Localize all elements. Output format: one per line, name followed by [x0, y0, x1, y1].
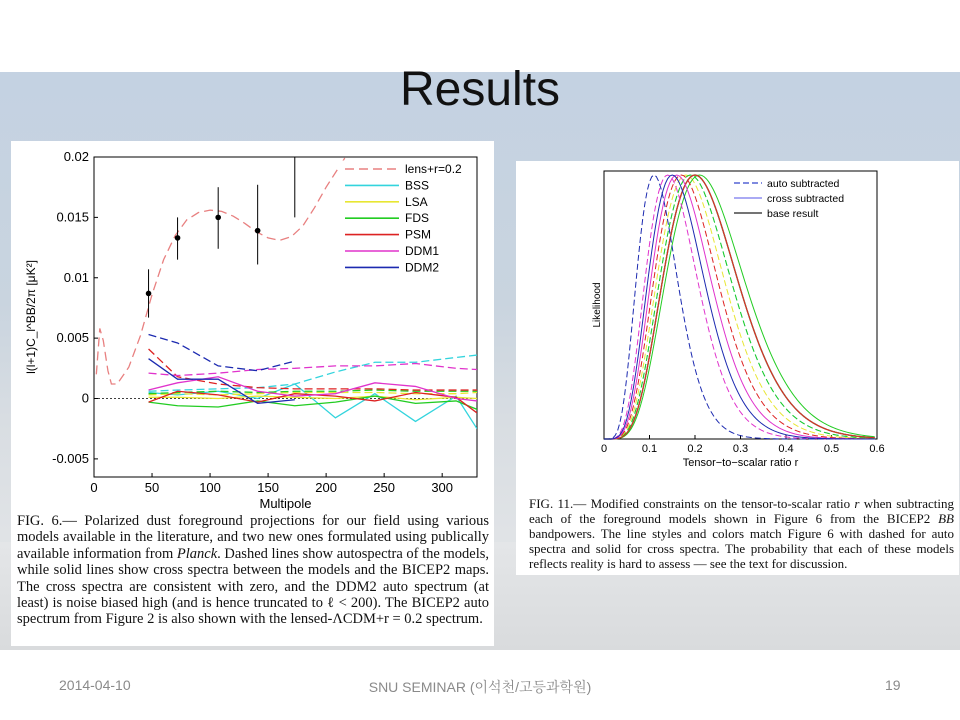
x-tick-label: 0.2 [687, 443, 703, 455]
y-tick-label: 0.015 [56, 209, 89, 225]
x-axis-label: Tensor−to−scalar ratio r [682, 457, 799, 469]
x-tick-label: 300 [431, 480, 454, 495]
legend-label: PSM [405, 227, 432, 242]
caption-text: when subtracting each of the foreground models shown in Figure 6 from the BICEP2 [529, 496, 954, 526]
x-tick-label: 150 [257, 480, 279, 495]
y-axis-label: l(l+1)C_l^BB/2π [μK²] [24, 260, 38, 374]
caption-text: bandpowers. The line styles and colors match Figure 6 with dashed for auto spectra and solid for cross spectra. The probability that each of these models reflects reality is hard to assess — see the text for discussion. [529, 526, 954, 571]
legend-label: cross subtracted [767, 193, 845, 205]
legend-label: auto subtracted [767, 178, 840, 190]
likelihood-chart [516, 161, 959, 476]
caption-text: Planck [176, 545, 218, 562]
x-tick-label: 0.4 [778, 443, 794, 455]
y-axis-label: Likelihood [592, 282, 603, 328]
figure-11-caption [529, 496, 954, 571]
x-tick-label: 0 [600, 443, 608, 455]
x-tick-label: 0.3 [732, 443, 749, 455]
left-figure-panel [11, 141, 494, 646]
x-tick-label: 50 [144, 480, 160, 495]
caption-figure-label: FIG. 6.— [17, 513, 85, 529]
x-tick-label: 0.5 [823, 443, 840, 455]
legend-label: BSS [405, 178, 430, 193]
x-tick-label: 0.6 [869, 443, 885, 455]
bandpower-point [292, 141, 298, 142]
legend-label: base result [767, 208, 819, 220]
dust-foreground-chart [11, 141, 494, 511]
y-tick-label: 0.005 [56, 330, 89, 346]
bandpower-point [175, 235, 181, 241]
right-figure-panel [516, 161, 959, 575]
x-axis-label: Multipole [259, 496, 312, 511]
caption-text: . Dashed lines show autospectra of the models, while solid lines show cross spectra between the models and the BICEP2 maps. The cross spectra are consistent with zero, and the DDM2 auto spectrum (at least) is noise biased high (and is hence truncated to ℓ < 200). The BICEP2 auto spectrum from Figure 2 is also shown with the lensed-ΛCDM+r = 0.2 spectrum. [17, 545, 489, 628]
legend-label: DDM2 [405, 260, 440, 275]
legend-label: LSA [405, 194, 428, 209]
bandpower-point [146, 291, 152, 297]
slide-title: Results [399, 63, 561, 116]
caption-text: BB [938, 511, 954, 526]
caption-text: r [854, 496, 860, 511]
y-tick-label: 0 [81, 390, 89, 406]
footer-date: 2014-04-10 [59, 677, 131, 693]
caption-text: Polarized dust foreground projections for our field using various models available in the literature, and two new ones formulated using publically available information from [17, 513, 489, 562]
y-tick-label: -0.005 [52, 450, 89, 466]
footer-seminar: SNU SEMINAR (이석천/고등과학원) [368, 679, 592, 695]
page-number: 19 [885, 677, 901, 693]
bandpower-point [255, 228, 261, 234]
x-tick-label: 0 [90, 480, 98, 495]
legend-label: FDS [405, 211, 429, 226]
x-tick-label: 200 [315, 480, 337, 495]
legend-label: DDM1 [405, 244, 440, 258]
x-tick-label: 250 [373, 480, 396, 495]
x-tick-label: 0.1 [641, 443, 658, 455]
figure-6-caption [17, 513, 489, 628]
x-tick-label: 100 [199, 480, 221, 495]
caption-figure-label: FIG. 11.— [529, 496, 591, 511]
y-tick-label: 0.01 [63, 269, 89, 285]
y-tick-label: 0.02 [63, 149, 89, 164]
caption-text: Modified constraints on the tensor-to-scalar ratio [590, 496, 855, 511]
bandpower-point [215, 215, 221, 221]
legend-label: lens+r=0.2 [405, 162, 462, 176]
